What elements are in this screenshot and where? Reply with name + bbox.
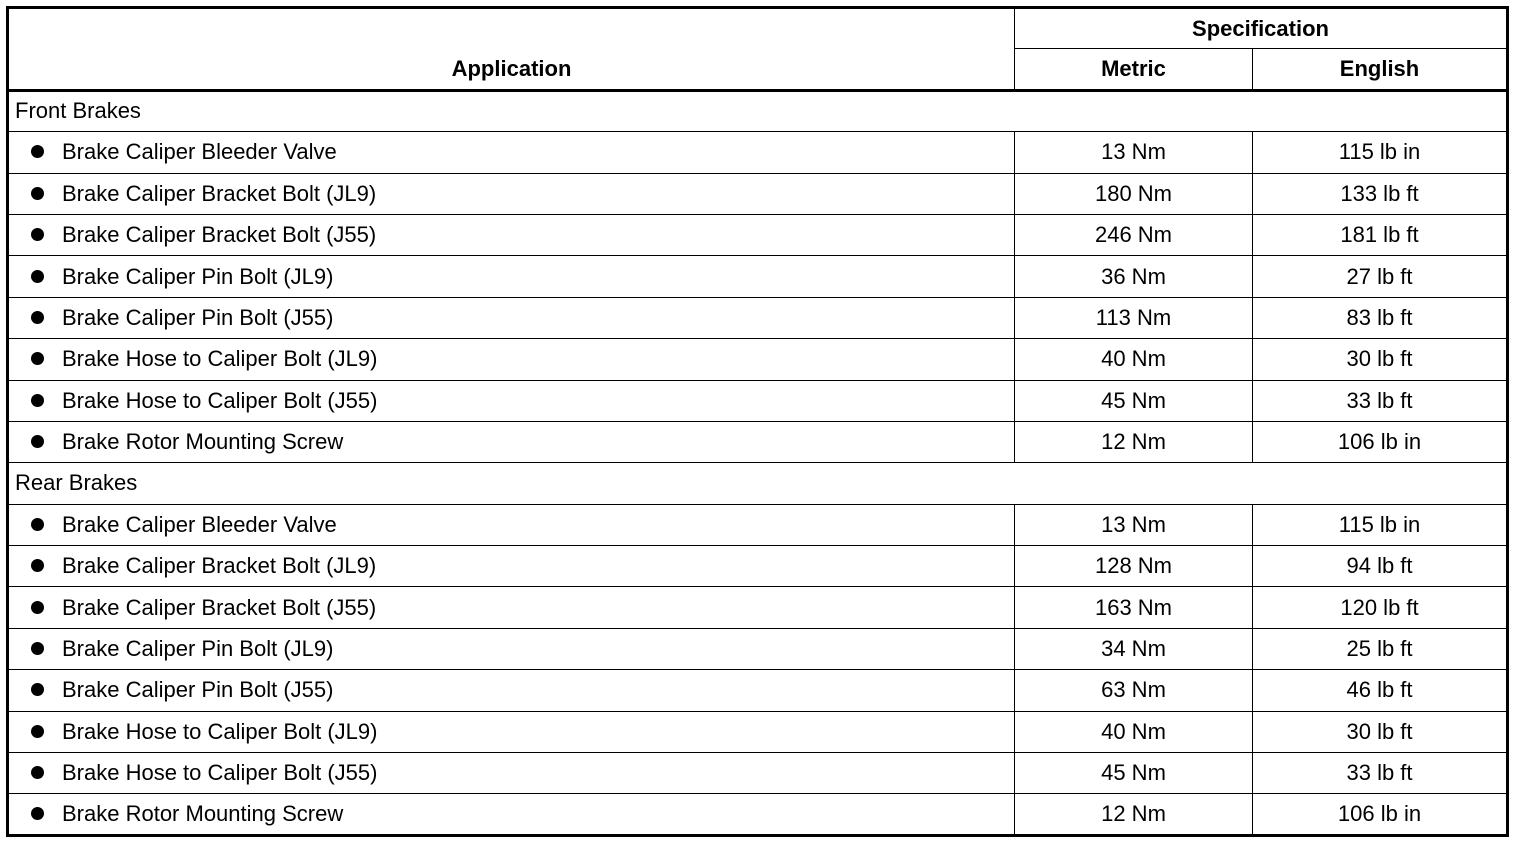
application-cell xyxy=(8,132,1015,173)
bullet-icon xyxy=(31,145,44,158)
english-value: 106 lb in xyxy=(1253,794,1508,835)
metric-value: 45 Nm xyxy=(1015,380,1253,421)
application-cell xyxy=(8,753,1015,794)
bullet-icon xyxy=(31,394,44,407)
application-label: Brake Hose to Caliper Bolt (JL9) xyxy=(62,718,378,744)
application-label: Brake Hose to Caliper Bolt (JL9) xyxy=(62,346,378,372)
metric-value: 128 Nm xyxy=(1015,546,1253,587)
application-cell xyxy=(8,297,1015,338)
section-row xyxy=(8,90,1508,131)
english-value: 133 lb ft xyxy=(1253,173,1508,214)
application-cell xyxy=(8,587,1015,628)
metric-value: 12 Nm xyxy=(1015,794,1253,835)
table-row xyxy=(8,628,1508,669)
metric-value: 163 Nm xyxy=(1015,587,1253,628)
application-cell xyxy=(8,214,1015,255)
application-cell xyxy=(8,546,1015,587)
bullet-icon xyxy=(31,766,44,779)
application-label: Brake Caliper Pin Bolt (J55) xyxy=(62,677,334,703)
english-value: 30 lb ft xyxy=(1253,339,1508,380)
table-row xyxy=(8,173,1508,214)
english-value: 30 lb ft xyxy=(1253,711,1508,752)
english-value: 115 lb in xyxy=(1253,132,1508,173)
application-cell xyxy=(8,670,1015,711)
table-row xyxy=(8,132,1508,173)
application-cell xyxy=(8,421,1015,462)
bullet-icon xyxy=(31,725,44,738)
english-value: 120 lb ft xyxy=(1253,587,1508,628)
metric-value: 113 Nm xyxy=(1015,297,1253,338)
bullet-icon xyxy=(31,683,44,696)
english-value: 33 lb ft xyxy=(1253,753,1508,794)
bullet-icon xyxy=(31,228,44,241)
application-label: Brake Caliper Bracket Bolt (JL9) xyxy=(62,180,377,206)
torque-spec-table xyxy=(6,6,1509,837)
metric-value: 180 Nm xyxy=(1015,173,1253,214)
english-value: 33 lb ft xyxy=(1253,380,1508,421)
table-row xyxy=(8,670,1508,711)
bullet-icon xyxy=(31,352,44,365)
metric-value: 63 Nm xyxy=(1015,670,1253,711)
application-label: Brake Caliper Pin Bolt (J55) xyxy=(62,304,334,330)
section-title: Rear Brakes xyxy=(8,463,1508,504)
section-title: Front Brakes xyxy=(8,90,1508,131)
application-cell xyxy=(8,173,1015,214)
table-row xyxy=(8,587,1508,628)
application-label: Brake Caliper Bracket Bolt (JL9) xyxy=(62,553,377,579)
application-cell xyxy=(8,380,1015,421)
table-row xyxy=(8,297,1508,338)
section-row xyxy=(8,463,1508,504)
bullet-icon xyxy=(31,311,44,324)
table-row xyxy=(8,711,1508,752)
metric-value: 13 Nm xyxy=(1015,132,1253,173)
table-row xyxy=(8,504,1508,545)
bullet-icon xyxy=(31,270,44,283)
table-header xyxy=(8,8,1508,91)
bullet-icon xyxy=(31,807,44,820)
application-label: Brake Caliper Bleeder Valve xyxy=(62,139,337,165)
application-label: Brake Rotor Mounting Screw xyxy=(62,801,344,827)
application-label: Brake Hose to Caliper Bolt (J55) xyxy=(62,387,378,413)
metric-header: Metric xyxy=(1015,49,1253,90)
application-cell xyxy=(8,628,1015,669)
bullet-icon xyxy=(31,435,44,448)
bullet-icon xyxy=(31,518,44,531)
english-value: 181 lb ft xyxy=(1253,214,1508,255)
bullet-icon xyxy=(31,187,44,200)
table-row xyxy=(8,421,1508,462)
english-value: 83 lb ft xyxy=(1253,297,1508,338)
english-value: 94 lb ft xyxy=(1253,546,1508,587)
metric-value: 12 Nm xyxy=(1015,421,1253,462)
table-row xyxy=(8,214,1508,255)
application-label: Brake Caliper Bracket Bolt (J55) xyxy=(62,594,377,620)
application-label: Brake Hose to Caliper Bolt (J55) xyxy=(62,760,378,786)
table-row xyxy=(8,546,1508,587)
application-label: Brake Caliper Pin Bolt (JL9) xyxy=(62,263,334,289)
application-label: Brake Rotor Mounting Screw xyxy=(62,429,344,455)
english-value: 27 lb ft xyxy=(1253,256,1508,297)
table-row xyxy=(8,753,1508,794)
application-cell xyxy=(8,256,1015,297)
metric-value: 246 Nm xyxy=(1015,214,1253,255)
table-row xyxy=(8,794,1508,835)
bullet-icon xyxy=(31,642,44,655)
english-value: 106 lb in xyxy=(1253,421,1508,462)
metric-value: 40 Nm xyxy=(1015,339,1253,380)
metric-value: 45 Nm xyxy=(1015,753,1253,794)
header-row-top xyxy=(8,8,1508,49)
application-header: Application xyxy=(8,8,1015,91)
application-cell xyxy=(8,339,1015,380)
metric-value: 40 Nm xyxy=(1015,711,1253,752)
english-value: 115 lb in xyxy=(1253,504,1508,545)
bullet-icon xyxy=(31,559,44,572)
application-label: Brake Caliper Bleeder Valve xyxy=(62,511,337,537)
english-value: 46 lb ft xyxy=(1253,670,1508,711)
table-row xyxy=(8,339,1508,380)
application-cell xyxy=(8,504,1015,545)
metric-value: 36 Nm xyxy=(1015,256,1253,297)
english-header: English xyxy=(1253,49,1508,90)
application-cell xyxy=(8,794,1015,835)
metric-value: 13 Nm xyxy=(1015,504,1253,545)
table-row xyxy=(8,380,1508,421)
application-cell xyxy=(8,711,1015,752)
bullet-icon xyxy=(31,601,44,614)
english-value: 25 lb ft xyxy=(1253,628,1508,669)
specification-header: Specification xyxy=(1015,8,1508,49)
table-body xyxy=(8,90,1508,835)
table-row xyxy=(8,256,1508,297)
metric-value: 34 Nm xyxy=(1015,628,1253,669)
application-label: Brake Caliper Bracket Bolt (J55) xyxy=(62,222,377,248)
application-label: Brake Caliper Pin Bolt (JL9) xyxy=(62,636,334,662)
